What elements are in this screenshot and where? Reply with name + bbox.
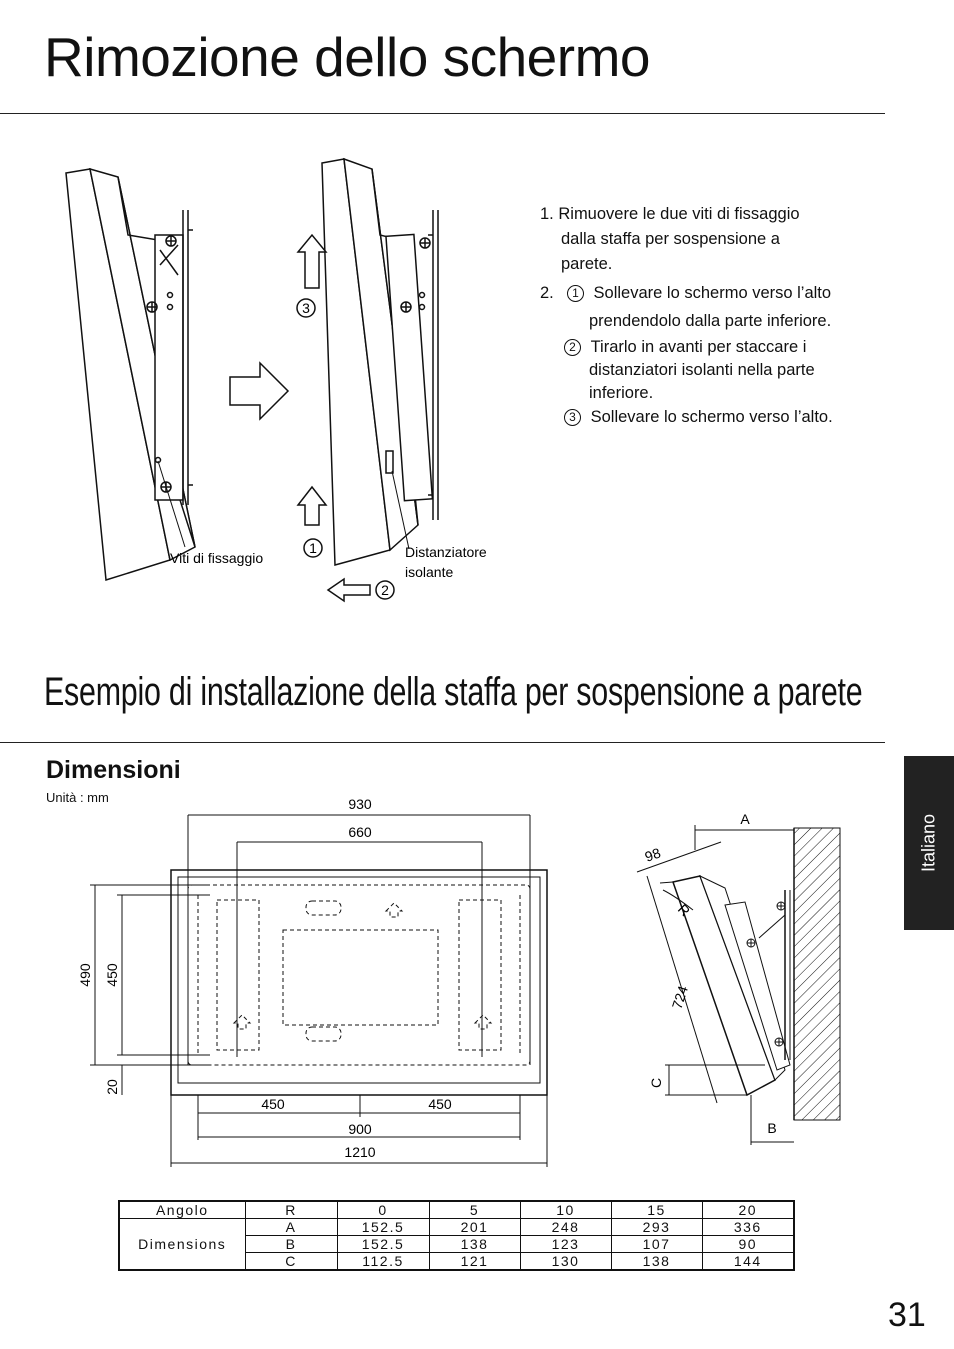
substep-2-text: distanziatori isolanti nella parte: [589, 361, 815, 379]
substep-2-text: inferiore.: [589, 384, 654, 402]
title-rule: [0, 113, 885, 114]
table-header-cell: 15: [611, 1201, 702, 1219]
language-tab: [904, 756, 954, 930]
isolante-label: isolante: [405, 564, 454, 580]
step-1-text: parete.: [561, 255, 613, 273]
table-cell: 123: [520, 1236, 611, 1253]
table-row-label: B: [245, 1236, 337, 1253]
substep-1-number: 1: [567, 285, 584, 302]
table-cell: 293: [611, 1219, 702, 1236]
table-cell: 144: [702, 1253, 794, 1271]
table-cell: 90: [702, 1236, 794, 1253]
table-group-label: Dimensions: [119, 1219, 245, 1271]
substep-1-text: prendendolo dalla parte inferiore.: [589, 312, 832, 330]
substep-2-text: Tirarlo in avanti per staccare i: [590, 338, 807, 356]
dim-C: C: [648, 1077, 664, 1088]
table-cell: 138: [611, 1253, 702, 1271]
table-header-cell: Angolo: [119, 1201, 245, 1219]
table-cell: 138: [429, 1236, 520, 1253]
dim-660: 660: [348, 824, 372, 840]
table-cell: 121: [429, 1253, 520, 1271]
dimensions-heading: Dimensioni: [46, 756, 181, 784]
step-1-text: Rimuovere le due viti di fissaggio: [558, 205, 800, 223]
step-2-number: 2.: [540, 284, 554, 302]
table-cell: 248: [520, 1219, 611, 1236]
table-header-cell: R: [245, 1201, 337, 1219]
table-header-cell: 10: [520, 1201, 611, 1219]
removal-illustration: [60, 155, 487, 605]
table-header-cell: 0: [337, 1201, 429, 1219]
substep-3-number: 3: [564, 409, 581, 426]
table-cell: 152.5: [337, 1236, 429, 1253]
language-tab-label: Italiano: [918, 813, 939, 873]
distanziatore-label: Distanziatore: [405, 544, 487, 560]
dim-R: R: [674, 900, 694, 920]
substep-3: [540, 405, 900, 430]
step-1-text: dalla staffa per sospensione a: [561, 230, 780, 248]
table-cell: 112.5: [337, 1253, 429, 1271]
table-row-label: C: [245, 1253, 337, 1271]
page-title: Rimozione dello schermo: [44, 26, 650, 88]
dim-930: 930: [348, 796, 372, 812]
front-view-drawing: [70, 795, 570, 1175]
table-cell: 107: [611, 1236, 702, 1253]
table-header-cell: 5: [429, 1201, 520, 1219]
viti-label: Viti di fissaggio: [170, 550, 264, 566]
section-title: Esempio di installazione della staffa per sospensione a parete: [44, 670, 863, 714]
dim-98: 98: [642, 844, 663, 865]
substep-2: [540, 336, 900, 405]
substep-2-number: 2: [564, 339, 581, 356]
table-row: [119, 1219, 794, 1236]
table-cell: 130: [520, 1253, 611, 1271]
dim-724: 724: [668, 983, 692, 1011]
dim-450-left: 450: [261, 1096, 285, 1112]
removal-steps: [540, 202, 900, 430]
table-cell: 336: [702, 1219, 794, 1236]
dim-A: A: [740, 811, 750, 827]
table-header-row: [119, 1201, 794, 1219]
label-2: 2: [381, 582, 389, 598]
step-2: [540, 281, 900, 336]
dim-450-vertical: 450: [104, 963, 120, 987]
side-view-drawing: [625, 810, 850, 1145]
dim-20: 20: [104, 1079, 120, 1095]
table-cell: 201: [429, 1219, 520, 1236]
substep-1-text: Sollevare lo schermo verso l’alto: [593, 284, 832, 302]
step-1-number: 1.: [540, 205, 554, 223]
page-number: 31: [888, 1296, 926, 1334]
label-1: 1: [309, 540, 317, 556]
table-row-label: A: [245, 1219, 337, 1236]
dim-1210: 1210: [344, 1144, 376, 1160]
dim-B: B: [767, 1120, 777, 1136]
table-header-cell: 20: [702, 1201, 794, 1219]
label-3: 3: [302, 300, 310, 316]
step-1: [540, 202, 900, 277]
dim-490: 490: [77, 963, 93, 987]
substep-3-text: Sollevare lo schermo verso l’alto.: [590, 408, 833, 426]
dimensions-table: [118, 1200, 795, 1271]
dim-450-right: 450: [428, 1096, 452, 1112]
dim-900: 900: [348, 1121, 372, 1137]
section-rule: [0, 742, 885, 743]
units-label: Unità : mm: [46, 790, 109, 805]
table-cell: 152.5: [337, 1219, 429, 1236]
